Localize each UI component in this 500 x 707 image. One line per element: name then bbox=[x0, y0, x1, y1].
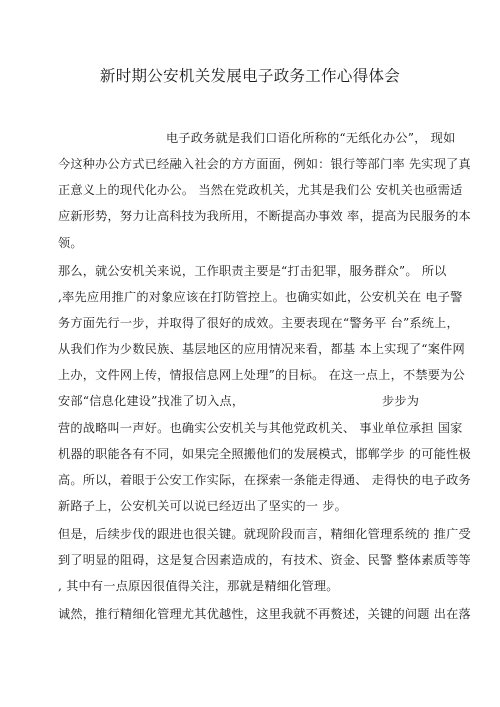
paragraph-line: 诚然，推行精细化管理尤其优越性，这里我就不再赘述，关键的问题 出在落 bbox=[58, 607, 471, 621]
paragraph-line: 高。所以，着眼于公安工作实际，在探索一条能走得通、 走得快的电子政务 bbox=[58, 473, 471, 487]
paragraph-line: 务方面先行一步，并取得了很好的成效。主要表现在“警务平 台”系统上， bbox=[58, 316, 459, 330]
paragraph-line: 从我们作为少数民族、基层地区的应用情况来看，都基 本上实现了“案件网 bbox=[58, 342, 465, 356]
paragraph-line: 机器的职能各有不同，如果完全照搬他们的发展模式，邯郸学步 的可能性极 bbox=[58, 447, 471, 461]
paragraph-line: 应新形势，努力让高科技为我所用，不断提高办事效 率，提高为民服务的本 bbox=[58, 209, 471, 223]
paragraph-line: 上办，文件网上传，情报信息网上处理”的目标。 在这一点上，不禁要为公 bbox=[58, 368, 465, 382]
paragraph-line: , 其中有一点原因很值得关注，那就是精细化管理。 bbox=[58, 579, 339, 593]
paragraph-line: 但是，后续步伐的跟进也很关键。就现阶段而言，精细化管理系统的 推广受 bbox=[58, 527, 471, 541]
paragraph-line: 那么，就公安机关来说，工作职责主要是“打击犯罪，服务群众”。 所以 bbox=[58, 264, 447, 278]
paragraph-line: 步步为 bbox=[382, 394, 420, 408]
paragraph-line: 电子政务就是我们口语化所称的“无纸化办公”， 现如 bbox=[166, 131, 456, 145]
paragraph-line: 领。 bbox=[58, 236, 83, 250]
document-title: 新时期公安机关发展电子政务工作心得体会 bbox=[99, 67, 401, 85]
paragraph-line: 营的战略叫一声好。也确实公安机关与其他党政机关、 事业单位承担 国家 bbox=[58, 421, 463, 435]
paragraph-line: ,率先应用推广的对象应该在打防管控上。也确实如此，公安机关在 电子警 bbox=[58, 290, 463, 304]
paragraph-line: 今这种办公方式已经融入社会的方方面面，例如：银行等部门率 先实现了真 bbox=[58, 157, 471, 171]
paragraph-line: 到了明显的阻碍，这是复合因素造成的，有技术、资金、民警 整体素质等等 bbox=[58, 553, 471, 567]
paragraph-line: 安部“信息化建设”找准了切入点， bbox=[58, 394, 245, 408]
paragraph-line: 新路子上，公安机关可以说已经迈出了坚实的一 步。 bbox=[58, 499, 347, 513]
paragraph-line: 正意义上的现代化办公。 当然在党政机关，尤其是我们公 安机关也亟需适 bbox=[58, 183, 463, 197]
